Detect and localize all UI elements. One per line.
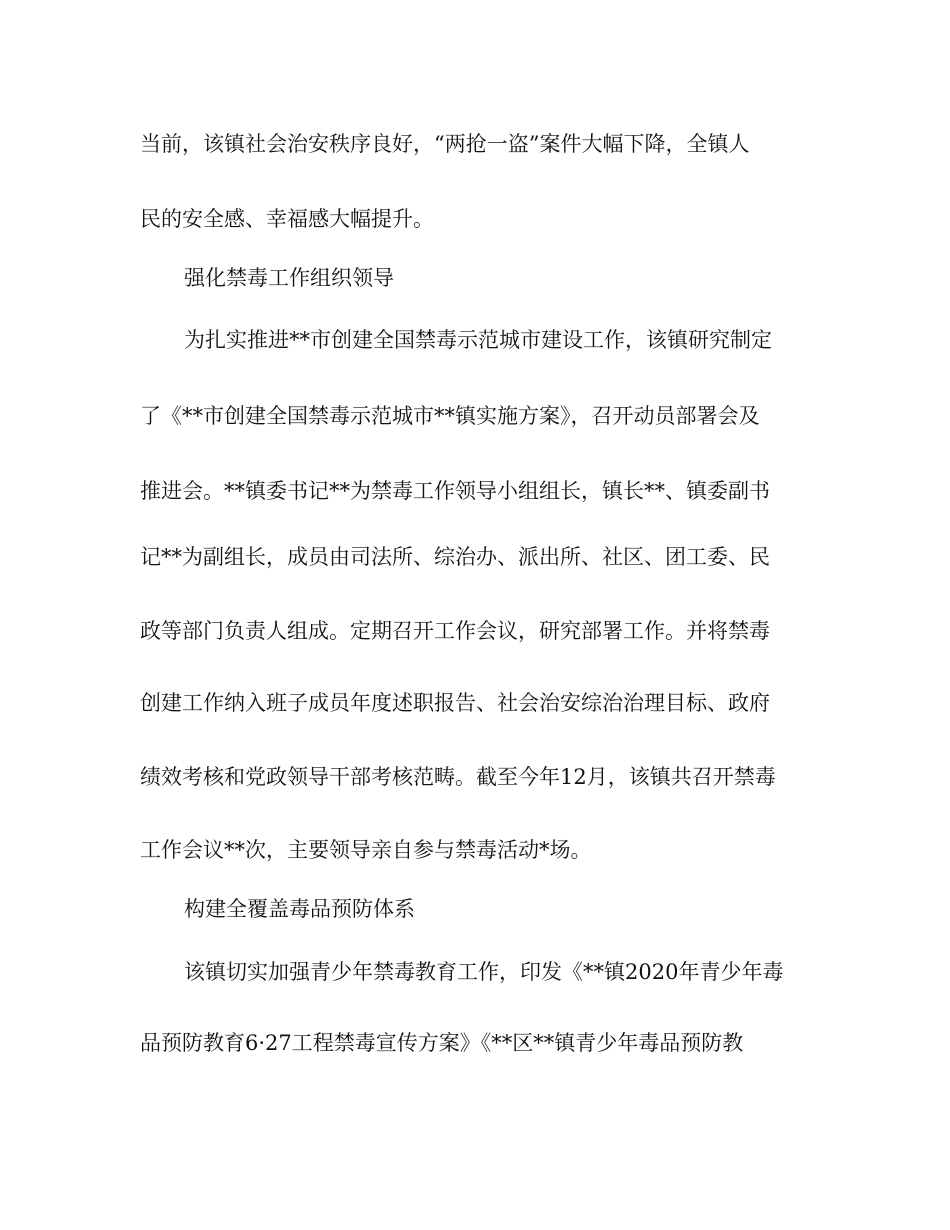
paragraph-line: 创建工作纳入班子成员年度述职报告、社会治安综治治理目标、政府: [140, 691, 770, 715]
paragraph-line: 品预防教育6·27工程禁毒宣传方案》《**区**镇青少年毒品预防教: [140, 1031, 744, 1055]
section-heading: 构建全覆盖毒品预防体系: [184, 897, 415, 921]
paragraph-line: 该镇切实加强青少年禁毒教育工作，印发《**镇2020年青少年毒: [184, 960, 784, 984]
paragraph-line: 当前，该镇社会治安秩序良好，“两抢一盗”案件大幅下降，全镇人: [140, 132, 750, 156]
section-heading: 强化禁毒工作组织领导: [184, 266, 394, 290]
paragraph-line: 绩效考核和党政领导干部考核范畴。截至今年12月，该镇共召开禁毒: [140, 765, 776, 789]
paragraph-line: 工作会议**次，主要领导亲自参与禁毒活动*场。: [140, 838, 592, 862]
paragraph-line: 政等部门负责人组成。定期召开工作会议，研究部署工作。并将禁毒: [140, 619, 770, 643]
paragraph-line: 民的安全感、幸福感大幅提升。: [140, 207, 434, 231]
paragraph-line: 了《**市创建全国禁毒示范城市**镇实施方案》，召开动员部署会及: [140, 404, 760, 428]
paragraph-line: 推进会。**镇委书记**为禁毒工作领导小组组长，镇长**、镇委副书: [140, 479, 770, 503]
paragraph-line: 记**为副组长，成员由司法所、综治办、派出所、社区、团工委、民: [140, 545, 770, 569]
paragraph-line: 为扎实推进**市创建全国禁毒示范城市建设工作，该镇研究制定: [184, 328, 772, 352]
